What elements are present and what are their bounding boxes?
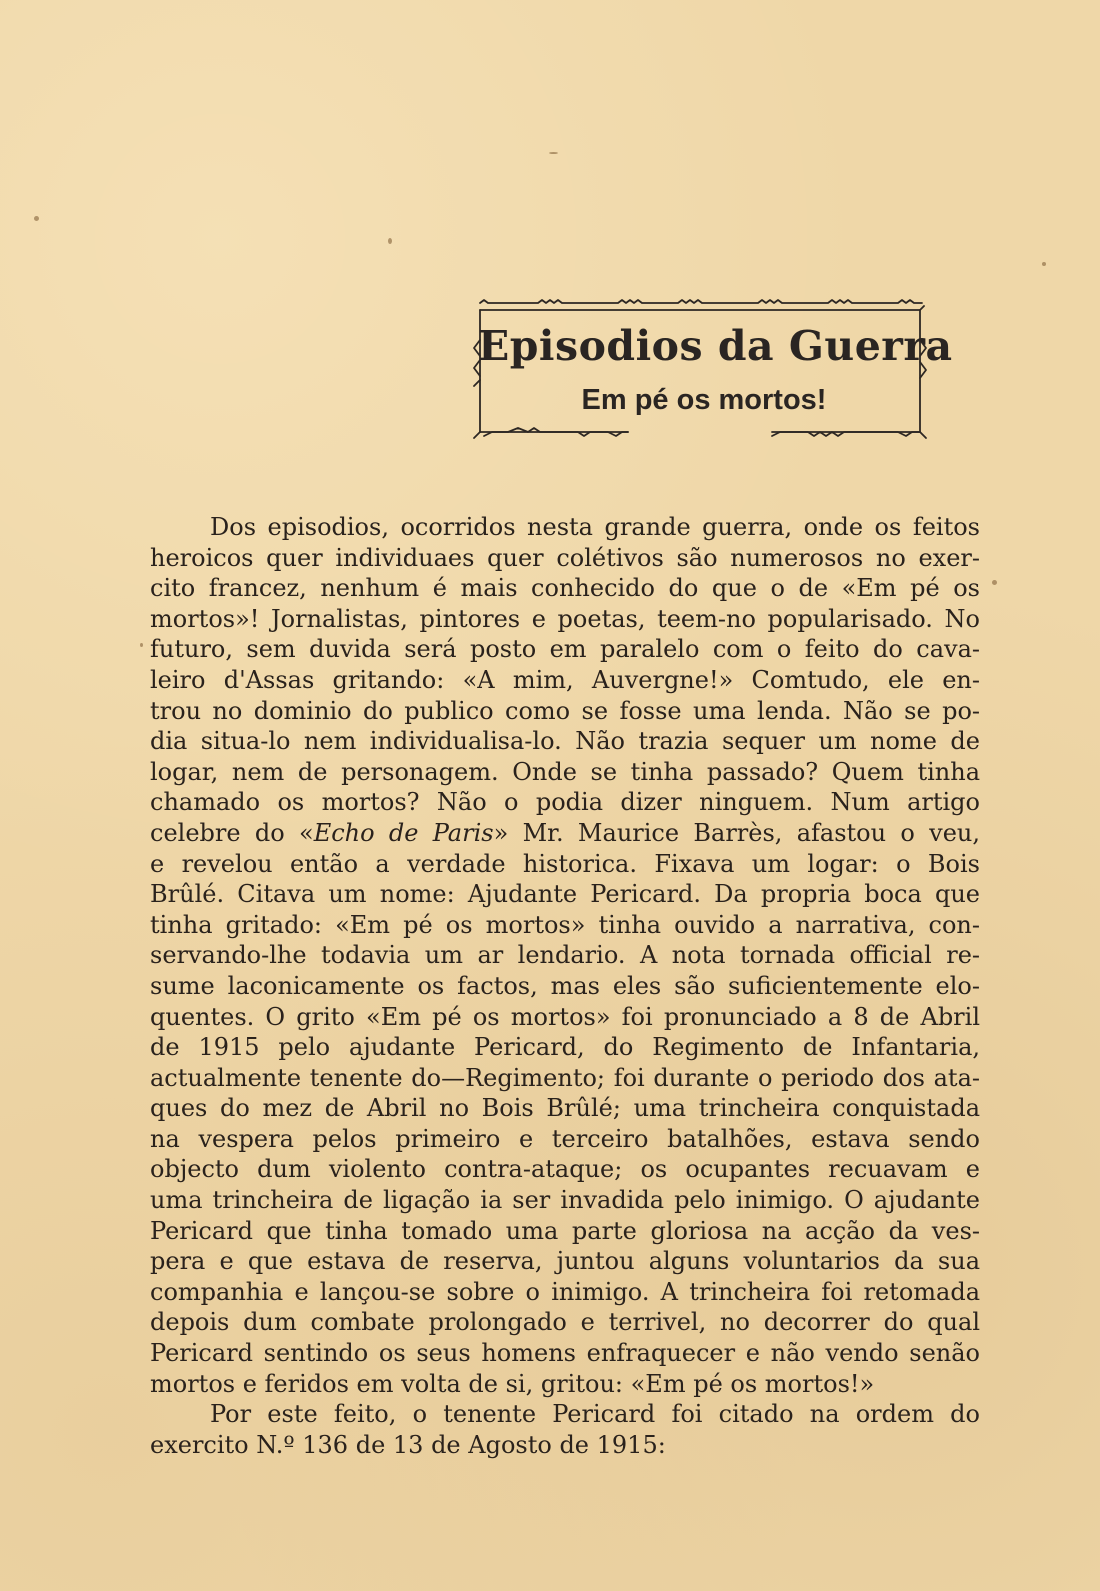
text-line: leiro d'Assas gritando: «A mim, Auvergne!» Comtudo, ele en- bbox=[150, 665, 980, 694]
text-line: heroicos quer individuaes quer colétivos são numerosos no exer- bbox=[150, 543, 980, 572]
text-line: cito francez, nenhum é mais conhecido do que o de «Em pé os bbox=[150, 574, 980, 603]
ink-speck bbox=[34, 216, 39, 221]
text-line: pera e que estava de reserva, juntou alguns voluntarios da sua bbox=[150, 1247, 980, 1276]
text-line: exercito N.º 136 de 13 de Agosto de 1915: bbox=[150, 1430, 666, 1459]
text-line: objecto dum violento contra-ataque; os ocupantes recuavam e bbox=[150, 1155, 980, 1184]
ink-speck bbox=[1042, 262, 1046, 266]
text-line: quentes. O grito «Em pé os mortos» foi pronunciado a 8 de Abril bbox=[150, 1002, 980, 1031]
text-line: companhia e lançou-se sobre o inimigo. A trincheira foi retomada bbox=[150, 1277, 980, 1306]
ink-speck bbox=[549, 152, 558, 154]
chapter-header-frame bbox=[478, 300, 953, 442]
chapter-title: Episodios da Guerra bbox=[478, 322, 953, 370]
text-line: de 1915 pelo ajudante Pericard, do Regimento de Infantaria, bbox=[150, 1033, 980, 1062]
text-line: uma trincheira de ligação ia ser invadida pelo inimigo. O ajudante bbox=[150, 1186, 980, 1215]
text-line: servando-lhe todavia um ar lendario. A nota tornada official re- bbox=[150, 941, 980, 970]
text-fragment: celebre do « bbox=[150, 818, 314, 847]
chapter-subtitle: Em pé os mortos! bbox=[581, 384, 827, 416]
text-line: logar, nem de personagem. Onde se tinha passado? Quem tinha bbox=[150, 757, 980, 786]
text-line: depois dum combate prolongado e terrivel, no decorrer do qual bbox=[150, 1308, 980, 1337]
text-line: mortos e feridos em volta de si, gritou: «Em pé os mortos!» bbox=[150, 1369, 875, 1398]
text-line: e revelou então a verdade historica. Fixava um logar: o Bois bbox=[150, 849, 980, 878]
text-line: futuro, sem duvida será posto em paralelo com o feito do cava- bbox=[150, 635, 980, 664]
text-line: Pericard sentindo os seus homens enfraquecer e não vendo senão bbox=[150, 1339, 980, 1368]
text-line: Por este feito, o tenente Pericard foi citado na ordem do bbox=[210, 1400, 980, 1429]
text-line: Brûlé. Citava um nome: Ajudante Pericard. Da propria boca que bbox=[150, 880, 980, 909]
text-line: actualmente tenente do—Regimento; foi durante o periodo dos ata- bbox=[150, 1063, 980, 1092]
text-line: sume laconicamente os factos, mas eles são suficientemente elo- bbox=[150, 971, 980, 1000]
ink-speck bbox=[388, 238, 392, 244]
text-line: Pericard que tinha tomado uma parte gloriosa na acção da ves- bbox=[150, 1216, 980, 1245]
ink-speck bbox=[992, 580, 997, 585]
text-line: trou no dominio do publico como se fosse uma lenda. Não se po- bbox=[150, 696, 980, 725]
article-body bbox=[150, 512, 980, 1460]
text-line: dia situa-lo nem individualisa-lo. Não trazia sequer um nome de bbox=[150, 727, 980, 756]
ink-speck bbox=[140, 643, 143, 647]
text-line: mortos»! Jornalistas, pintores e poetas, teem-no popularisado. No bbox=[150, 604, 980, 633]
text-line-with-italic bbox=[150, 818, 980, 849]
text-line: chamado os mortos? Não o podia dizer ninguem. Num artigo bbox=[150, 788, 980, 817]
text-line: na vespera pelos primeiro e terceiro batalhões, estava sendo bbox=[150, 1124, 980, 1153]
text-line: tinha gritado: «Em pé os mortos» tinha ouvido a narrativa, con- bbox=[150, 910, 980, 939]
newspaper-title: Echo de Paris bbox=[313, 818, 494, 847]
text-line: ques do mez de Abril no Bois Brûlé; uma trincheira conquistada bbox=[150, 1094, 980, 1123]
text-line: Dos episodios, ocorridos nesta grande guerra, onde os feitos bbox=[210, 513, 980, 541]
text-fragment: » Mr. Maurice Barrès, afastou o veu, bbox=[493, 818, 980, 847]
